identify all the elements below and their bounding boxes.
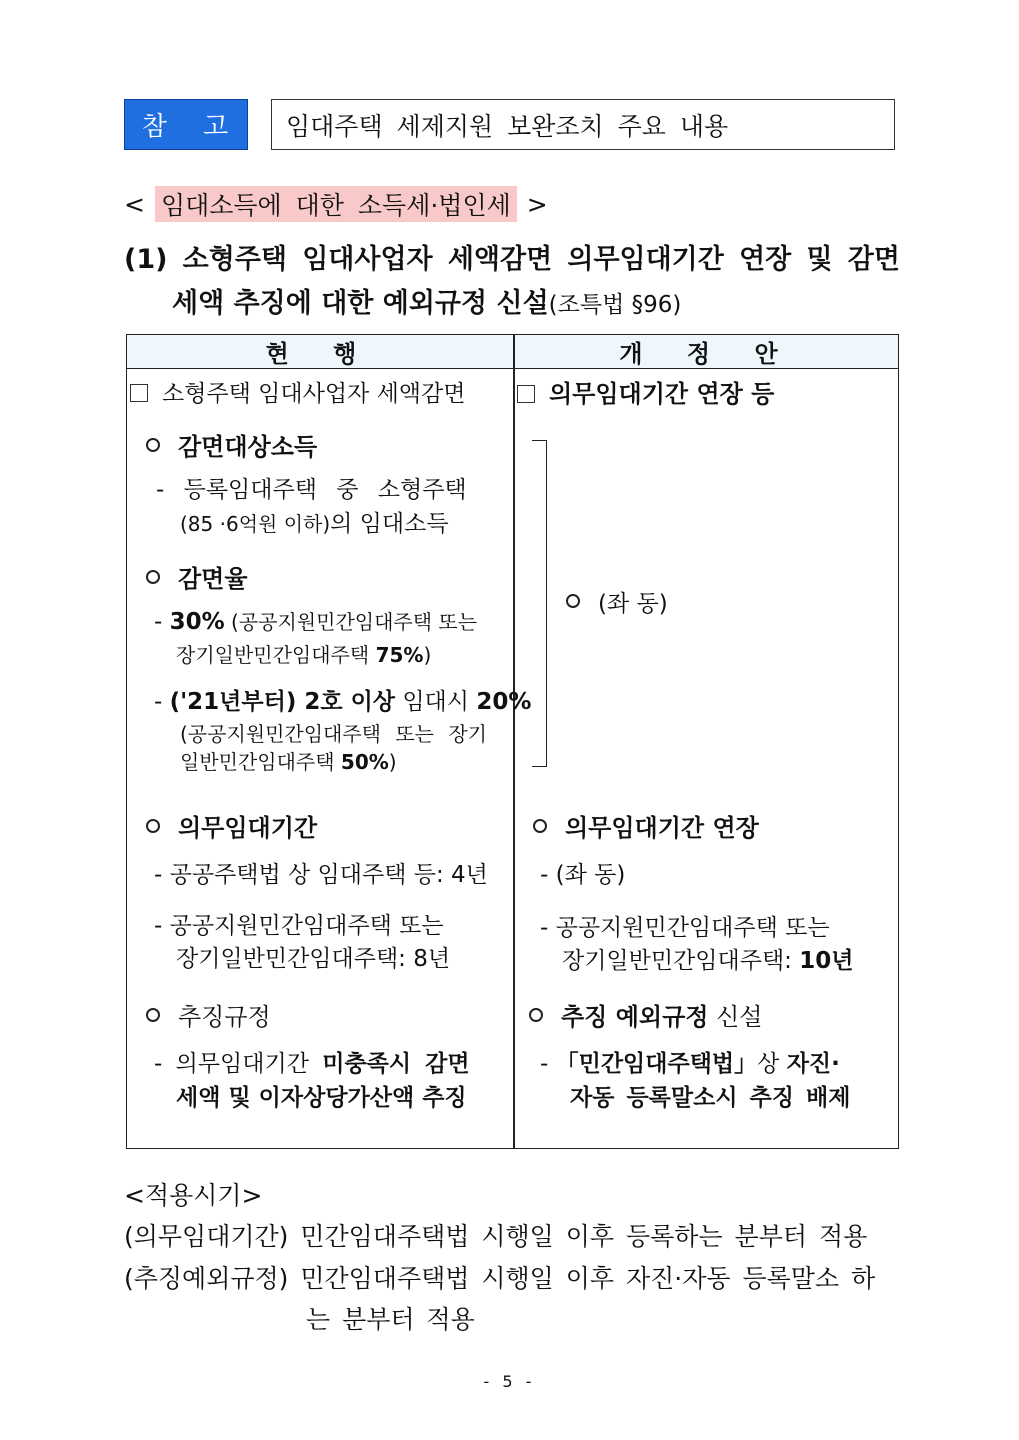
- rate-20: 20%: [476, 689, 532, 715]
- right-s3-head: [533, 812, 759, 845]
- heading-word: 및: [806, 244, 833, 275]
- item-heading: [124, 238, 900, 327]
- subheading-text: 임대소득에 대한 소득세·법인세: [155, 186, 517, 222]
- right-s3-line1: - (좌 동): [540, 862, 626, 888]
- left-s3-line1: - 공공주택법 상 임대주택 등: 4년: [154, 862, 488, 888]
- circle-bullet-icon: [533, 819, 547, 833]
- heading-word: 의무임대기간: [567, 244, 724, 275]
- heading-word: 연장: [739, 244, 792, 275]
- left-s4-line1-bold: 미충족시 감면: [322, 1051, 470, 1077]
- heading-line2-text: 세액 추징에 대한 예외규정 신설: [172, 288, 549, 319]
- left-s4-line2: 세액 및 이자상당가산액 추징: [176, 1085, 467, 1111]
- apply-line3: 는 분부터 적용: [306, 1305, 475, 1334]
- circle-bullet-icon: [529, 1008, 543, 1022]
- dash: -: [154, 609, 170, 635]
- right-title: [517, 378, 774, 411]
- left-s2-line1: [154, 606, 477, 639]
- right-same-text: (좌 동): [598, 591, 668, 617]
- reference-badge: 참 고: [124, 99, 248, 150]
- rate-75: 75%: [375, 643, 424, 667]
- left-s2-line3: [154, 686, 531, 719]
- left-s2-head: [146, 563, 248, 596]
- right-s4-law: 「민간임대주택법」: [555, 1051, 758, 1077]
- right-s4-line1-rest: 상: [757, 1051, 787, 1077]
- left-s3-line2: - 공공지원민간임대주택 또는: [154, 913, 444, 939]
- right-s3-line3-text: 장기일반민간임대주택:: [562, 948, 800, 974]
- apply-line2: (추징예외규정) 민간임대주택법 시행일 이후 자진·자동 등록말소 하: [124, 1264, 876, 1293]
- item-heading-line2: [124, 282, 900, 327]
- left-s2-line1-rest: (공공지원민간임대주택 또는: [224, 610, 478, 634]
- close-paren: ): [388, 750, 397, 774]
- document-title: 임대주택 세제지원 보완조치 주요 내용: [286, 111, 729, 141]
- circle-bullet-icon: [146, 438, 160, 452]
- right-s3-line3: [562, 945, 853, 978]
- heading-word: 임대사업자: [302, 244, 433, 275]
- left-s2-line5-text: 일반민간임대주택: [180, 750, 341, 774]
- header-proposed: 개 정 안: [619, 340, 796, 368]
- right-same-as-left: [566, 588, 668, 621]
- right-s4-line1: [540, 1048, 840, 1081]
- apply-line1: (의무임대기간) 민간임대주택법 시행일 이후 등록하는 분부터 적용: [124, 1222, 868, 1251]
- header-current: 현 행: [265, 340, 375, 368]
- left-s2-line3-bold: ('21년부터) 2호 이상: [169, 689, 396, 715]
- right-title-text: 의무임대기간 연장 등: [549, 380, 775, 408]
- circle-bullet-icon: [146, 1008, 160, 1022]
- left-s3-line3: 장기일반민간임대주택: 8년: [176, 946, 451, 972]
- right-s3-head-text: 의무임대기간 연장: [565, 814, 759, 842]
- heading-word: 소형주택: [182, 244, 287, 275]
- right-s4-head-bold: 추징 예외규정: [561, 1003, 709, 1031]
- left-s1-line2: [180, 508, 449, 541]
- dash: -: [540, 1051, 556, 1077]
- left-s2-line3-rest: 임대시: [395, 689, 477, 715]
- left-s1-line2b: 의 임대소득: [330, 511, 449, 537]
- left-title-text: 소형주택 임대사업자 세액감면: [162, 381, 466, 407]
- left-s2-line5: [180, 746, 397, 779]
- heading-word: 감면: [847, 244, 900, 275]
- right-s4-head-rest: 신설: [708, 1003, 763, 1031]
- item-number: (1): [124, 244, 168, 275]
- rate-50: 50%: [340, 750, 389, 774]
- right-s4-line1-bold2: 자진·: [786, 1051, 840, 1077]
- left-s1-head: [146, 431, 317, 464]
- column-divider: [513, 335, 515, 1148]
- left-s3-head-text: 의무임대기간: [178, 814, 318, 842]
- left-s2-line2: [176, 639, 431, 672]
- left-s1-line2a: (85 ·6억원 이하): [180, 512, 331, 536]
- close-paren: ): [423, 643, 432, 667]
- left-s3-head: [146, 812, 317, 845]
- circle-bullet-icon: [146, 570, 160, 584]
- circle-bullet-icon: [146, 819, 160, 833]
- rate-30: 30%: [169, 609, 225, 635]
- left-s1-head-text: 감면대상소득: [178, 433, 318, 461]
- left-s4-head-text: 추징규정: [178, 1003, 271, 1031]
- bracket-line: [532, 440, 547, 767]
- left-s2-head-text: 감면율: [178, 565, 248, 593]
- heading-word: 세액감면: [447, 244, 553, 275]
- document-title-box: [271, 99, 895, 150]
- dash: -: [154, 689, 170, 715]
- left-s4-line1-text: - 의무임대기간: [154, 1051, 323, 1077]
- left-s1-line1: - 등록임대주택 중 소형주택: [156, 477, 467, 503]
- left-s2-line4: (공공지원민간임대주택 또는 장기: [180, 722, 487, 746]
- page-number: - 5 -: [483, 1372, 536, 1391]
- left-s2-line2-text: 장기일반민간임대주택: [176, 643, 376, 667]
- subheading-open: <: [124, 189, 145, 219]
- right-s3-line2: - 공공지원민간임대주택 또는: [540, 915, 830, 941]
- right-s4-line2: 자동 등록말소시 추징 배제: [570, 1085, 851, 1111]
- circle-bullet-icon: [566, 594, 580, 608]
- item-heading-line1: [124, 238, 900, 282]
- right-s4-head: [529, 1001, 762, 1034]
- period-10y: 10년: [799, 948, 854, 974]
- left-s4-head: [146, 1001, 271, 1034]
- checkbox-square-icon: [517, 385, 535, 403]
- subheading-close: >: [526, 189, 548, 219]
- law-reference: (조특법 §96): [548, 292, 682, 318]
- checkbox-square-icon: [130, 384, 148, 402]
- apply-heading: <적용시기>: [124, 1181, 263, 1210]
- section-subheading: [124, 186, 548, 222]
- left-s4-line1: [154, 1048, 470, 1081]
- left-title: [130, 378, 465, 411]
